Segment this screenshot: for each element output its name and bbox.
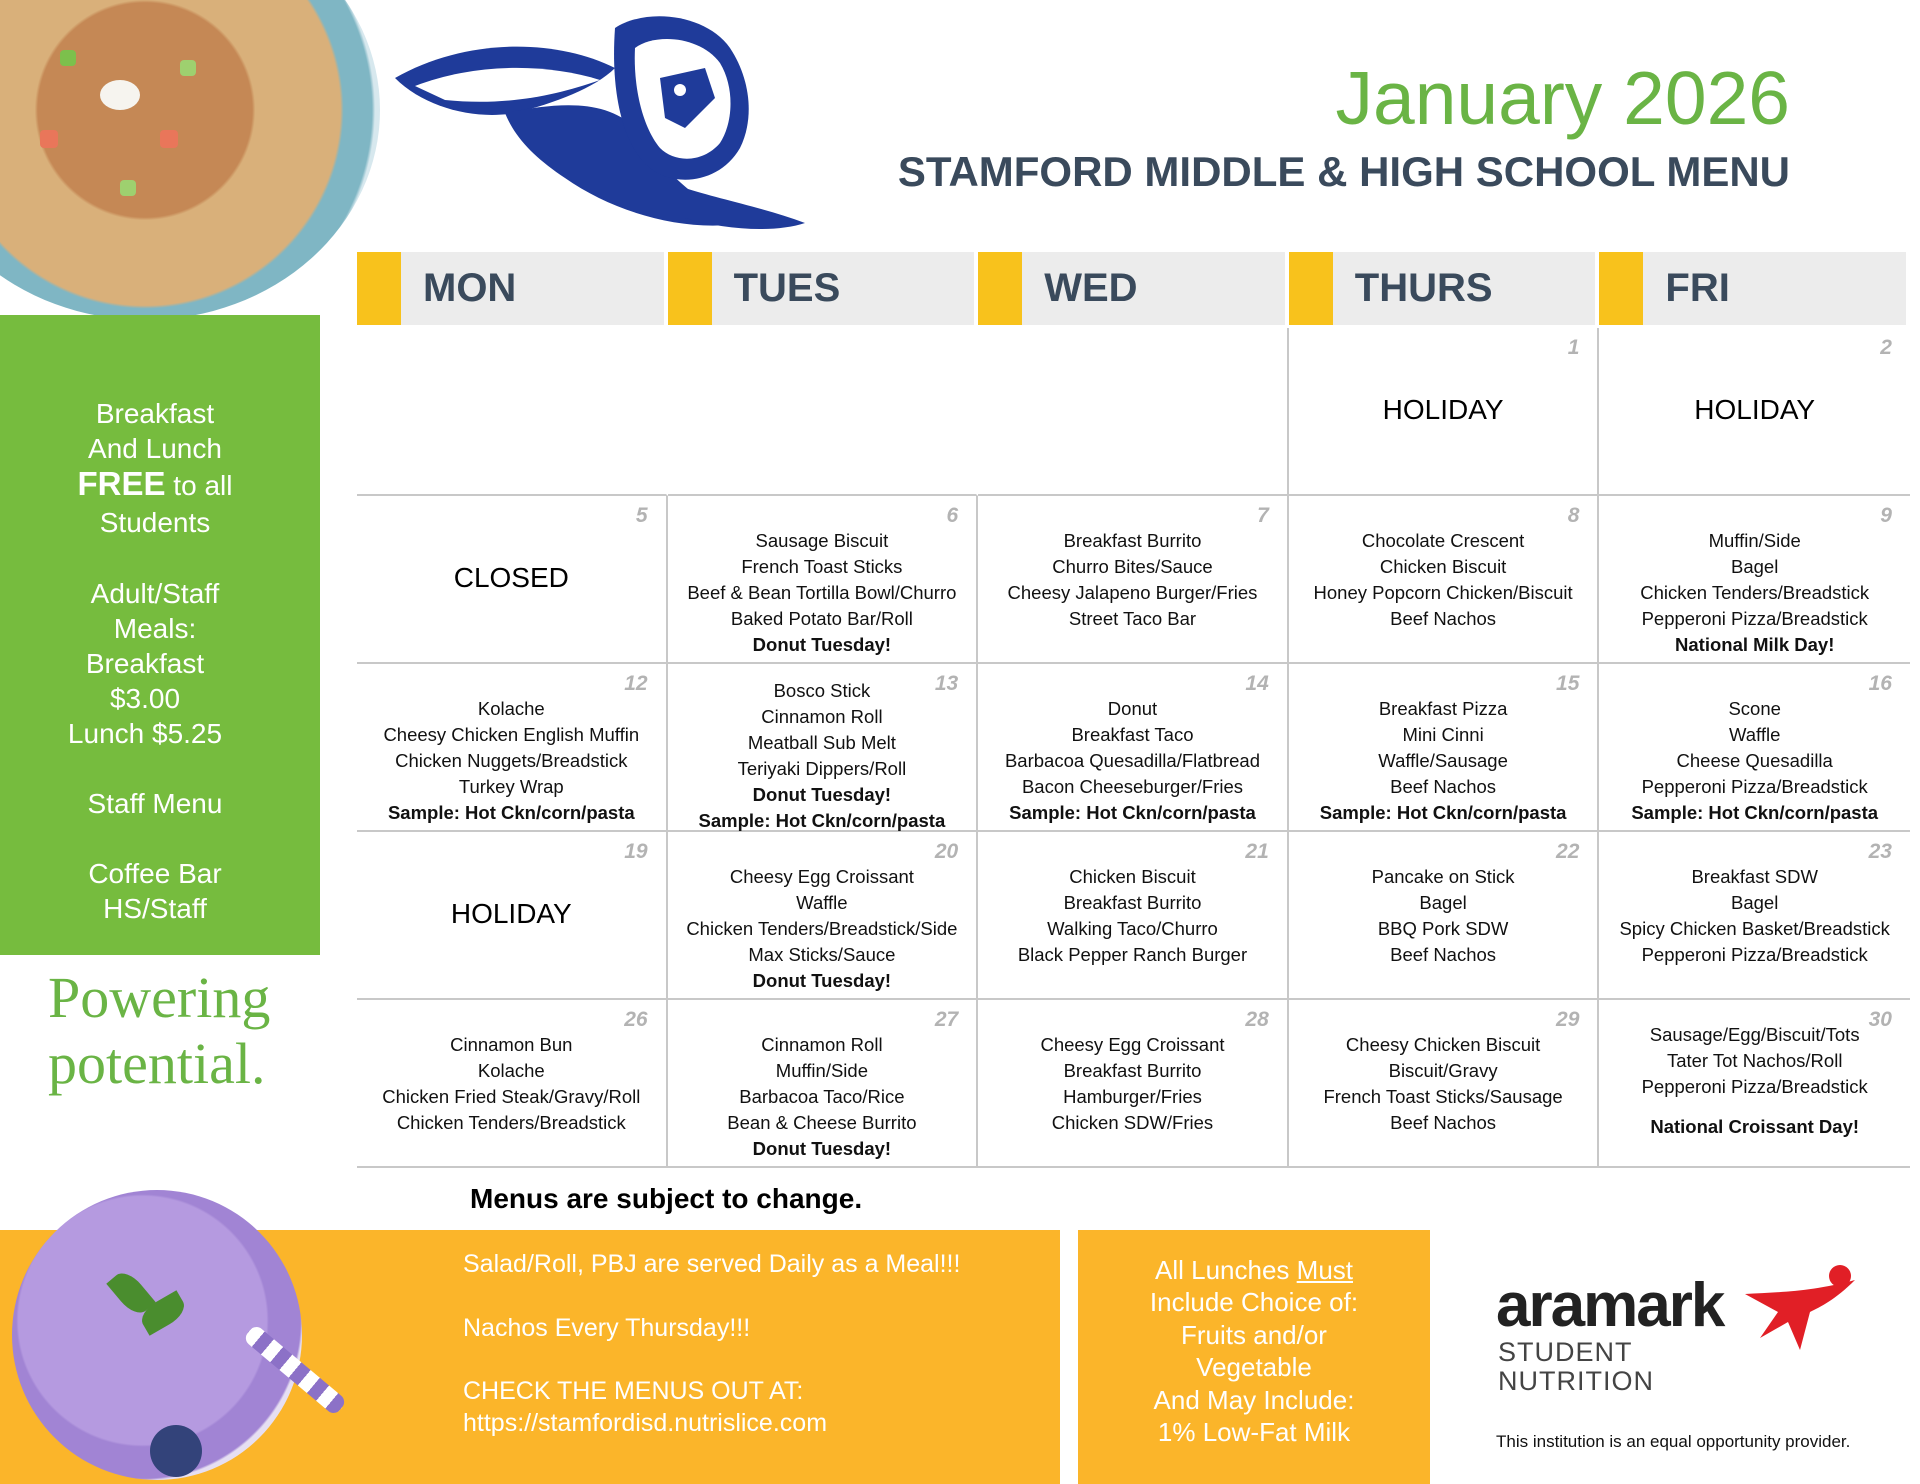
menu-item: Barbacoa Taco/Rice xyxy=(739,1086,905,1107)
day-header-accent xyxy=(1599,252,1643,325)
menu-item: Baked Potato Bar/Roll xyxy=(730,608,913,629)
menu-item: Breakfast SDW xyxy=(1691,866,1818,887)
date-number: 21 xyxy=(1245,840,1269,863)
menu-item: Honey Popcorn Chicken/Biscuit xyxy=(1313,582,1573,603)
sidebar-adult-line1: Adult/Staff xyxy=(90,578,220,609)
date-number: 13 xyxy=(934,672,959,695)
menu-items xyxy=(1289,528,1598,632)
menu-item: Pancake on Stick xyxy=(1371,866,1515,887)
day-status-label: HOLIDAY xyxy=(1382,394,1504,425)
sidebar-adult-line3: Breakfast xyxy=(85,648,205,679)
menu-item: Meatball Sub Melt xyxy=(747,732,896,753)
menu-item: Pepperoni Pizza/Breadstick xyxy=(1641,608,1868,629)
menu-item: Chicken Tenders/Breadstick xyxy=(396,1112,626,1133)
lunch-req-line2: Include Choice of: xyxy=(1149,1287,1359,1317)
menu-item: Chocolate Crescent xyxy=(1361,530,1525,551)
sidebar-coffee-line1: Coffee Bar xyxy=(88,858,222,889)
date-number: 27 xyxy=(934,1008,959,1031)
menu-item: Chicken Biscuit xyxy=(1069,866,1196,887)
lunch-req-line3: Fruits and/or xyxy=(1181,1320,1327,1350)
date-number: 9 xyxy=(1880,504,1892,527)
day-header-label: WED xyxy=(1044,266,1138,310)
menu-items xyxy=(357,696,666,826)
day-cell xyxy=(1599,328,1910,496)
lunch-req-line1 xyxy=(1078,1254,1430,1287)
day-cell xyxy=(357,496,668,664)
menu-item: Biscuit/Gravy xyxy=(1388,1060,1498,1081)
day-header-label: FRI xyxy=(1665,266,1730,310)
day-header-wed xyxy=(978,252,1285,325)
day-cell xyxy=(668,664,979,832)
menu-items xyxy=(668,1032,977,1162)
menu-item: Cheese Quesadilla xyxy=(1676,750,1833,771)
day-cell xyxy=(357,1000,668,1168)
daily-meal-note: Salad/Roll, PBJ are served Daily as a Meal!!! xyxy=(463,1250,961,1278)
menu-item: Cheesy Egg Croissant xyxy=(1040,1034,1225,1055)
menu-item: Waffle xyxy=(1728,724,1781,745)
day-cell xyxy=(668,1000,979,1168)
menu-items xyxy=(1289,864,1598,968)
menu-item: BBQ Pork SDW xyxy=(1377,918,1509,939)
menu-highlight: Donut Tuesday! xyxy=(752,634,892,655)
food-plate-image xyxy=(0,0,380,320)
menu-item: Cheesy Jalapeno Burger/Fries xyxy=(1007,582,1258,603)
aramark-logo: aramark xyxy=(1496,1271,1724,1340)
menu-item: Kolache xyxy=(477,698,545,719)
date-number: 19 xyxy=(624,840,648,863)
day-header-label: THURS xyxy=(1354,266,1493,310)
menu-item: Breakfast Burrito xyxy=(1063,530,1202,551)
menu-items xyxy=(978,864,1287,968)
menu-items xyxy=(1599,696,1910,826)
menu-item: Cheesy Chicken English Muffin xyxy=(383,724,640,745)
bulldog-mascot-logo xyxy=(385,8,825,238)
menu-items xyxy=(1599,864,1910,968)
aramark-student: STUDENT xyxy=(1498,1337,1633,1367)
day-header-accent xyxy=(978,252,1022,325)
day-header-fri xyxy=(1599,252,1906,325)
menu-item: Bagel xyxy=(1731,556,1779,577)
menu-highlight: Sample: Hot Ckn/corn/pasta xyxy=(1631,802,1879,823)
menu-items xyxy=(1599,528,1910,658)
menu-items xyxy=(1289,1032,1598,1136)
menu-item: Beef Nachos xyxy=(1390,776,1497,797)
day-cell xyxy=(978,328,1289,496)
menu-item: Spicy Chicken Basket/Breadstick xyxy=(1619,918,1890,939)
day-cell xyxy=(357,832,668,1000)
menu-item: Cheesy Chicken Biscuit xyxy=(1345,1034,1541,1055)
aramark-subtitle xyxy=(1498,1338,1654,1396)
menu-item: Pepperoni Pizza/Breadstick xyxy=(1641,1076,1868,1097)
menu-item: Scone xyxy=(1728,698,1781,719)
school-menu-title: STAMFORD MIDDLE & HIGH SCHOOL MENU xyxy=(897,148,1790,195)
date-number: 1 xyxy=(1567,336,1580,359)
menu-item: Bean & Cheese Burrito xyxy=(727,1112,917,1133)
slogan-line1: Powering xyxy=(48,965,271,1030)
day-cell xyxy=(668,328,979,496)
sidebar-coffee-line2: HS/Staff xyxy=(103,893,207,924)
menu-item: Cinnamon Roll xyxy=(761,1034,883,1055)
day-status-label: HOLIDAY xyxy=(1694,394,1816,425)
menu-items xyxy=(978,696,1287,826)
menu-item: Waffle xyxy=(796,892,848,913)
menu-items xyxy=(978,1032,1287,1136)
menu-item: Bosco Stick xyxy=(773,680,871,701)
date-number: 20 xyxy=(934,840,959,863)
menu-item: Tater Tot Nachos/Roll xyxy=(1666,1050,1843,1071)
menu-item: Bagel xyxy=(1731,892,1779,913)
day-header-accent xyxy=(1289,252,1333,325)
menu-item: Barbacoa Quesadilla/Flatbread xyxy=(1004,750,1260,771)
day-cell xyxy=(1599,664,1910,832)
lunch-req-line5: And May Include: xyxy=(1153,1385,1355,1415)
day-cell xyxy=(978,832,1289,1000)
day-cell xyxy=(1599,832,1910,1000)
menu-highlight: Donut Tuesday! xyxy=(752,784,892,805)
day-cell xyxy=(978,496,1289,664)
slogan-line2: potential. xyxy=(48,1031,266,1096)
menu-item: Chicken SDW/Fries xyxy=(1051,1112,1214,1133)
date-number: 7 xyxy=(1257,504,1269,527)
date-number: 29 xyxy=(1556,1008,1580,1031)
day-header-label: MON xyxy=(423,266,517,310)
menu-item: Donut xyxy=(1107,698,1158,719)
check-menus-note: CHECK THE MENUS OUT AT: xyxy=(463,1377,804,1405)
menu-item: Chicken Fried Steak/Gravy/Roll xyxy=(382,1086,641,1107)
menu-item: French Toast Sticks xyxy=(741,556,903,577)
day-cell xyxy=(978,664,1289,832)
menu-item: Breakfast Taco xyxy=(1071,724,1194,745)
day-header-accent xyxy=(668,252,712,325)
menu-item: Breakfast Burrito xyxy=(1063,1060,1202,1081)
date-number: 5 xyxy=(635,504,648,527)
sidebar-lunch-line: And Lunch xyxy=(88,433,222,464)
menu-item: Cinnamon Roll xyxy=(761,706,883,727)
menu-item: Cheesy Egg Croissant xyxy=(729,866,914,887)
menu-items xyxy=(668,678,977,834)
date-number: 22 xyxy=(1556,840,1580,863)
menu-item: Mini Cinni xyxy=(1402,724,1484,745)
menu-items xyxy=(357,1032,666,1136)
day-cell xyxy=(1599,1000,1910,1168)
menu-item: Chicken Tenders/Breadstick xyxy=(1640,582,1870,603)
menu-item: Kolache xyxy=(477,1060,545,1081)
free-word: FREE xyxy=(77,465,166,502)
menu-item: Pepperoni Pizza/Breadstick xyxy=(1641,776,1868,797)
sidebar-students-line: Students xyxy=(99,507,211,538)
menu-item: Sausage/Egg/Biscuit/Tots xyxy=(1649,1024,1860,1045)
day-header-label: TUES xyxy=(733,266,841,310)
date-number: 12 xyxy=(624,672,648,695)
day-cell xyxy=(1289,328,1600,496)
menu-item: Breakfast Burrito xyxy=(1063,892,1202,913)
date-number: 26 xyxy=(624,1008,648,1031)
day-cell xyxy=(357,664,668,832)
sidebar-staff-menu: Staff Menu xyxy=(87,788,223,819)
aramark-nutrition: NUTRITION xyxy=(1498,1366,1654,1396)
day-cell xyxy=(668,496,979,664)
menu-item: Churro Bites/Sauce xyxy=(1052,556,1213,577)
menu-highlight: Donut Tuesday! xyxy=(752,970,892,991)
day-cell xyxy=(1289,832,1600,1000)
must-word: Must xyxy=(1296,1255,1353,1285)
lunch-req-line1a: All Lunches xyxy=(1155,1255,1297,1285)
date-number: 2 xyxy=(1880,336,1892,359)
menu-item: Chicken Tenders/Breadstick/Side xyxy=(686,918,958,939)
day-cell xyxy=(1289,1000,1600,1168)
date-number: 8 xyxy=(1567,504,1580,527)
day-cell xyxy=(1289,664,1600,832)
sidebar-breakfast-line: Breakfast xyxy=(95,398,215,429)
free-rest: to all xyxy=(165,470,233,501)
date-number: 6 xyxy=(946,504,959,527)
date-number: 30 xyxy=(1868,1008,1892,1031)
menu-item: Sausage Biscuit xyxy=(755,530,889,551)
menu-item: Cinnamon Bun xyxy=(450,1034,573,1055)
day-cell xyxy=(978,1000,1289,1168)
menu-item: Beef Nachos xyxy=(1390,1112,1497,1133)
menu-item: Black Pepper Ranch Burger xyxy=(1017,944,1248,965)
lunch-req-line4: Vegetable xyxy=(1196,1352,1312,1382)
day-status-label: CLOSED xyxy=(453,562,569,593)
date-number: 23 xyxy=(1868,840,1892,863)
day-header-tues xyxy=(668,252,975,325)
date-number: 16 xyxy=(1868,672,1892,695)
menu-item: Street Taco Bar xyxy=(1068,608,1197,629)
menu-item: Walking Taco/Churro xyxy=(1047,918,1218,939)
day-header-accent xyxy=(357,252,401,325)
menu-item: Bagel xyxy=(1419,892,1467,913)
menu-highlight: Sample: Hot Ckn/corn/pasta xyxy=(698,810,946,831)
menu-item: Beef Nachos xyxy=(1390,608,1497,629)
menu-highlight: National Milk Day! xyxy=(1675,634,1835,655)
menu-highlight: Sample: Hot Ckn/corn/pasta xyxy=(387,802,635,823)
menu-item: Teriyaki Dippers/Roll xyxy=(737,758,907,779)
menu-item: Breakfast Pizza xyxy=(1378,698,1508,719)
menu-month-title: January 2026 xyxy=(1335,56,1790,140)
sidebar-adult-line2: Meals: xyxy=(113,613,197,644)
date-number: 14 xyxy=(1245,672,1269,695)
menu-item: Muffin/Side xyxy=(775,1060,868,1081)
aramark-star-icon xyxy=(1740,1262,1860,1352)
menu-items xyxy=(1289,696,1598,826)
day-cell xyxy=(1289,496,1600,664)
menu-item: Beef Nachos xyxy=(1390,944,1497,965)
day-header-thurs xyxy=(1289,252,1596,325)
blueberry-icon xyxy=(150,1425,202,1477)
nachos-note: Nachos Every Thursday!!! xyxy=(463,1314,751,1342)
sidebar-free-line xyxy=(0,466,310,503)
menu-highlight: National Croissant Day! xyxy=(1650,1116,1860,1137)
day-cell xyxy=(668,832,979,1000)
menu-highlight: Donut Tuesday! xyxy=(752,1138,892,1159)
menus-subject-to-change: Menus are subject to change. xyxy=(470,1183,863,1214)
day-header-mon xyxy=(357,252,664,325)
menu-items xyxy=(1599,1022,1910,1140)
menu-highlight: Sample: Hot Ckn/corn/pasta xyxy=(1009,802,1256,823)
menu-item: Bacon Cheeseburger/Fries xyxy=(1021,776,1244,797)
menu-item: French Toast Sticks/Sausage xyxy=(1323,1086,1563,1107)
menu-item: Hamburger/Fries xyxy=(1063,1086,1202,1107)
menu-item: Beef & Bean Tortilla Bowl/Churro xyxy=(687,582,957,603)
menu-website-link[interactable]: https://stamfordisd.nutrislice.com xyxy=(463,1409,828,1437)
powering-potential-slogan xyxy=(48,965,270,1097)
day-cell xyxy=(357,328,668,496)
day-status-label: HOLIDAY xyxy=(450,898,572,929)
lunch-req-line6: 1% Low-Fat Milk xyxy=(1157,1417,1351,1447)
menu-highlight: Sample: Hot Ckn/corn/pasta xyxy=(1319,802,1567,823)
sidebar-adult-line4: $3.00 xyxy=(109,683,181,714)
menu-item: Chicken Nuggets/Breadstick xyxy=(395,750,628,771)
menu-item: Turkey Wrap xyxy=(458,776,564,797)
equal-opportunity-statement: This institution is an equal opportunity provider. xyxy=(1496,1432,1851,1451)
menu-item: Waffle/Sausage xyxy=(1378,750,1508,771)
menu-item: Pepperoni Pizza/Breadstick xyxy=(1641,944,1868,965)
date-number: 15 xyxy=(1556,672,1580,695)
menu-items xyxy=(668,528,977,658)
day-cell xyxy=(1599,496,1910,664)
date-number: 28 xyxy=(1245,1008,1269,1031)
menu-item: Max Sticks/Sauce xyxy=(748,944,896,965)
sidebar-adult-line5: Lunch $5.25 xyxy=(67,718,223,749)
menu-items xyxy=(978,528,1287,632)
menu-item: Muffin/Side xyxy=(1708,530,1801,551)
menu-items xyxy=(668,864,977,994)
menu-item: Chicken Biscuit xyxy=(1379,556,1507,577)
